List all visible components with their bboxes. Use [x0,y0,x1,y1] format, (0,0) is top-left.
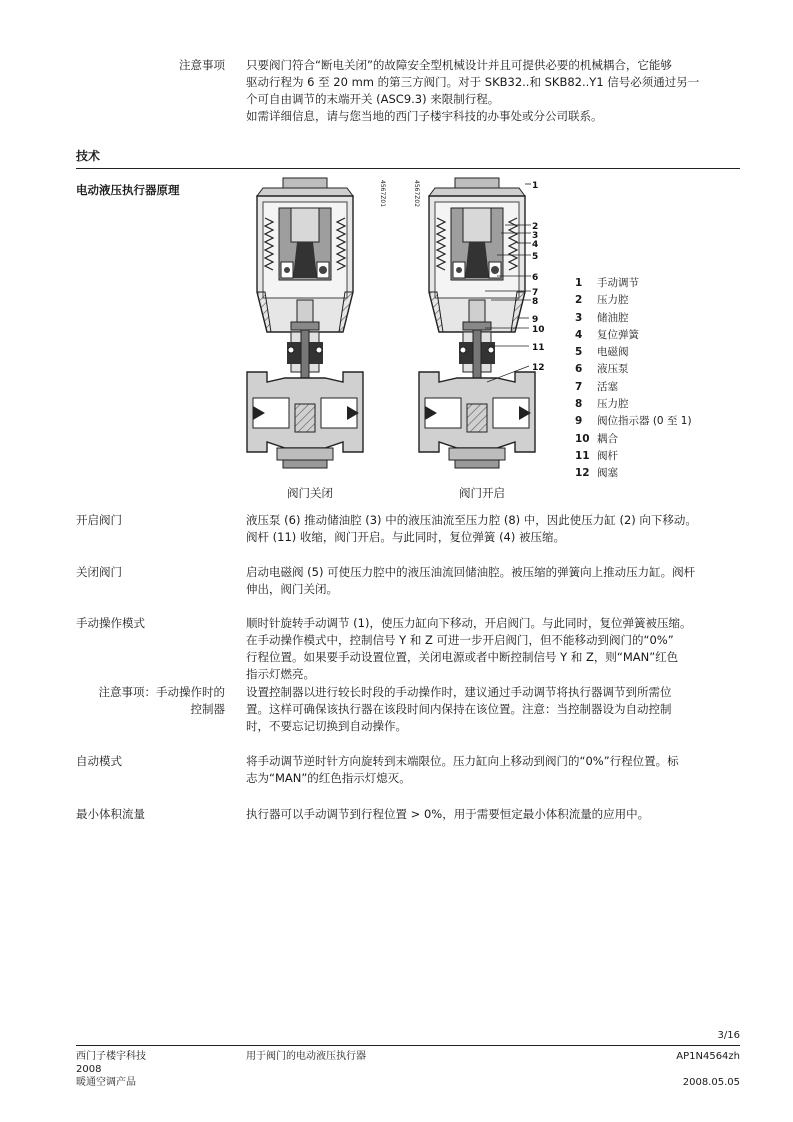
min-flow-label: 最小体积流量 [76,807,145,821]
note-line: 如需详细信息，请与您当地的西门子楼宇科技的办事处或分公司联系。 [246,109,603,123]
callout-3: 3 [532,231,539,241]
callout-5: 5 [532,252,539,262]
section-title: 技术 [76,149,101,163]
actuator-diagram [235,172,565,472]
code-left-label: 4567Z01 [379,180,386,208]
note-line: 只要阀门符合“断电关闭”的故障安全型机械设计并且可提供必要的机械耦合，它能够 [246,58,672,72]
legend-item: 5 电磁阀 [575,346,629,359]
footer-company: 西门子楼宇科技 [76,1051,146,1062]
note-line: 个可自由调节的末端开关 (ASC9.3) 来限制行程。 [246,92,500,106]
footer-year: 2008 [76,1064,102,1075]
legend-item: 8 压力腔 [575,398,629,411]
min-flow-text: 执行器可以手动调节到行程位置 > 0%，用于需要恒定最小体积流量的应用中。 [246,807,650,821]
note-line: 驱动行程为 6 至 20 mm 的第三方阀门。对于 SKB32..和 SKB82..Y1 信号必须通过另一 [246,75,700,89]
callout-4: 4 [532,240,539,250]
open-valve-label: 开启阀门 [76,513,122,527]
callout-1: 1 [532,181,539,191]
auto-mode-label: 自动模式 [76,754,122,768]
manual-note-text: 设置控制器以进行较长时段的手动操作时，建议通过手动调节将执行器调节到所需位 置。这样可确保该执行器在该段时间内保持在该位置。注意：当控制器设为自动控制 时，不要忘记切换到自动操作。 [246,685,672,733]
callout-8: 8 [532,297,539,307]
legend-item: 10 耦合 [575,432,618,445]
legend-item: 3 储油腔 [575,311,629,324]
legend-item: 2 压力腔 [575,294,629,307]
footer-date: 2008.05.05 [682,1077,740,1088]
legend-item: 4 复位弹簧 [575,328,639,341]
note-label: 注意事项 [179,58,225,72]
caption-valve-open: 阀门开启 [459,486,505,500]
diagram-legend [575,275,745,483]
callout-6: 6 [532,273,539,283]
close-valve-label: 关闭阀门 [76,565,122,579]
principle-title: 电动液压执行器原理 [76,183,180,197]
page-number: 3/16 [717,1030,740,1041]
callout-12: 12 [532,363,545,373]
callout-11: 11 [532,343,545,353]
manual-mode-label: 手动操作模式 [76,616,145,630]
legend-item: 6 液压泵 [575,363,629,376]
callout-7: 7 [532,288,539,298]
auto-mode-text: 将手动调节逆时针方向旋转到末端限位。压力缸向上移动到阀门的“0%”行程位置。标 志为“MAN”的红色指示灯熄灭。 [246,754,679,785]
callout-9: 9 [532,315,539,325]
close-valve-text: 启动电磁阀 (5) 可使压力腔中的液压油流回储油腔。被压缩的弹簧向上推动压力缸。阀杆 伸出，阀门关闭。 [246,565,696,596]
footer-doc-title: 用于阀门的电动液压执行器 [246,1051,366,1062]
note-text [246,57,746,125]
legend-item: 7 活塞 [575,380,618,393]
caption-valve-closed: 阀门关闭 [287,486,333,500]
section-divider [76,168,740,169]
legend-item: 9 阀位指示器 (0 至 1) [575,415,692,428]
open-valve-text: 液压泵 (6) 推动储油腔 (3) 中的液压油流至压力腔 (8) 中，因此使压力缸 (2) 向下移动。 阀杆 (11) 收缩，阀门开启。与此同时，复位弹簧 (4) 被压缩。 [246,513,697,544]
footer-left [76,1050,146,1089]
code-right-label: 4567Z02 [413,180,420,208]
callout-2: 2 [532,222,539,232]
footer-division: 暖通空调产品 [76,1077,136,1088]
legend-item: 12 阀塞 [575,467,618,480]
legend-item: 1 手动调节 [575,277,639,289]
manual-mode-text: 顺时针旋转手动调节 (1)，使压力缸向下移动，开启阀门。与此同时，复位弹簧被压缩。 在手动操作模式中，控制信号 Y 和 Z 可进一步开启阀门，但不能移动到阀门的“0%” 行程位置。如果要手动设置位置，关闭电源或者中断控制信号 Y 和 Z，则“MAN”红色 指示灯燃亮。 [246,616,692,681]
callout-10: 10 [532,325,545,335]
legend-item: 11 阀杆 [575,449,618,462]
manual-note-label: 注意事项：手动操作时的 控制器 [98,685,225,716]
footer-doc-code: AP1N4564zh [676,1051,740,1062]
footer-divider [76,1045,740,1046]
